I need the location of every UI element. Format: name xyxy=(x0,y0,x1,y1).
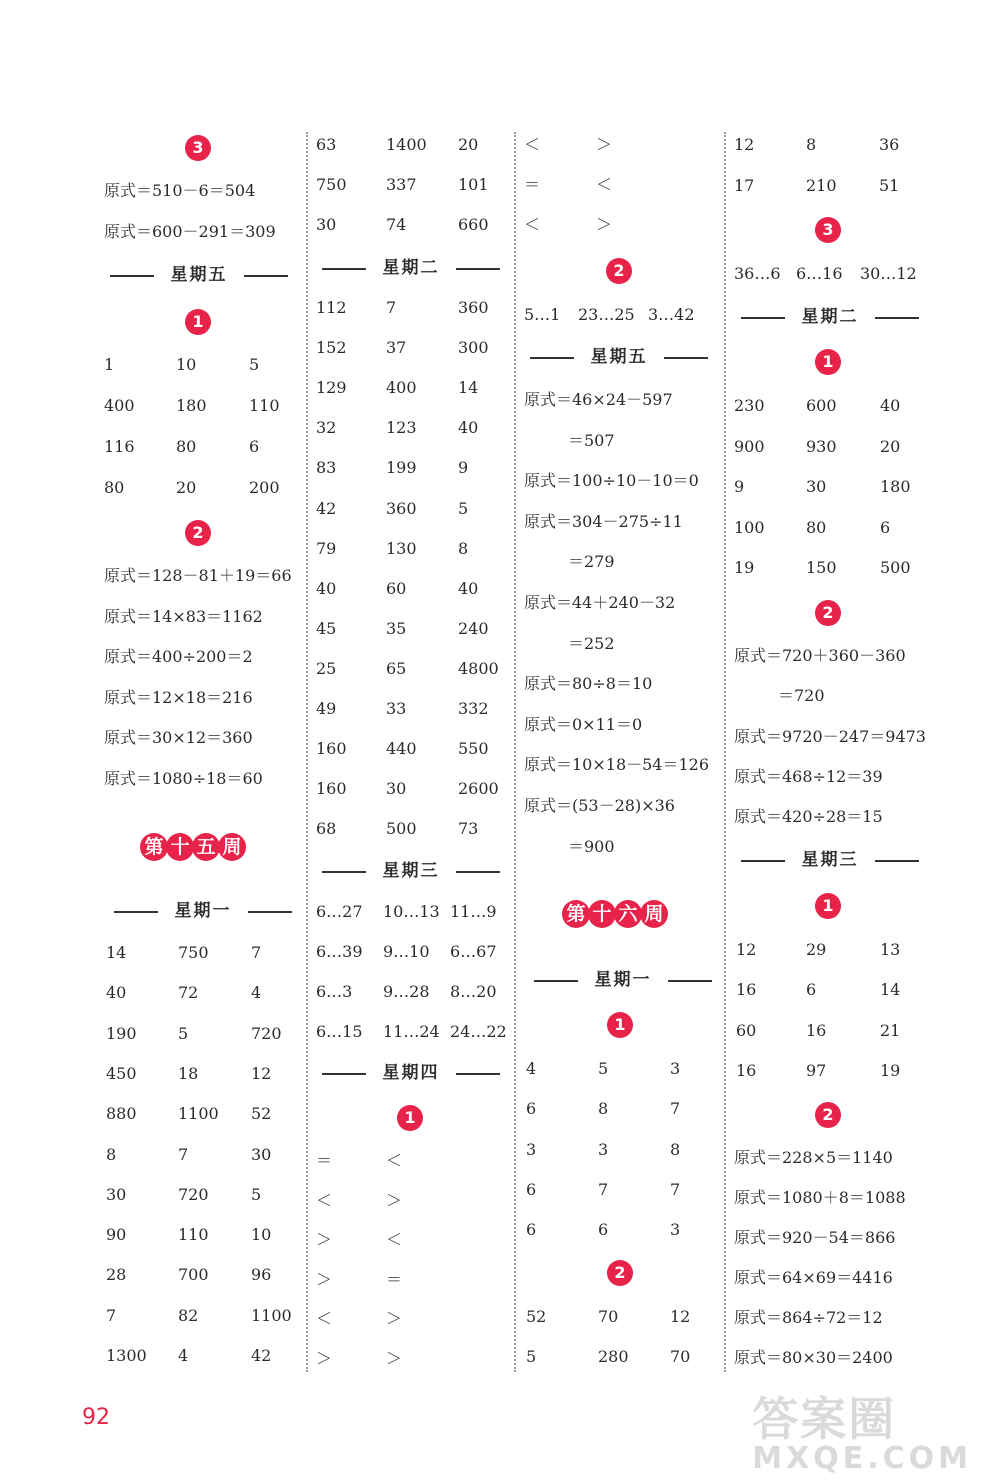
remainder-value: 3…42 xyxy=(648,305,695,324)
equation-line: 原式＝720＋360－360 xyxy=(734,646,906,665)
grid-cell: ＜ xyxy=(524,135,541,154)
grid-cell: 60 xyxy=(386,578,407,598)
grid-cell: 8 xyxy=(806,135,817,154)
grid-cell: 360 xyxy=(458,298,489,317)
grid-cell: 14 xyxy=(458,378,479,398)
grid-cell: 30 xyxy=(251,1144,272,1164)
grid-cell: 150 xyxy=(806,558,837,577)
grid-cell: 14 xyxy=(106,943,127,962)
equation-line: 原式＝44＋240－32 xyxy=(524,593,676,612)
grid-cell: 332 xyxy=(458,699,489,718)
grid-cell: 123 xyxy=(386,418,417,438)
grid-cell: 500 xyxy=(386,819,417,839)
grid-cell: 12 xyxy=(670,1307,691,1326)
grid-cell: 700 xyxy=(178,1265,209,1285)
remainder-value: 36…6 xyxy=(734,264,781,283)
grid-cell: 18 xyxy=(178,1063,199,1083)
grid-cell: 49 xyxy=(316,699,337,718)
column-divider xyxy=(514,132,516,1372)
grid-cell: ＜ xyxy=(316,1309,333,1328)
grid-cell: 190 xyxy=(106,1023,137,1043)
grid-cell: 52 xyxy=(251,1104,272,1124)
equation-line: 原式＝228×5＝1140 xyxy=(734,1148,893,1167)
day-heading-monday: 星期一 xyxy=(170,896,236,926)
equation-line: ＝720 xyxy=(778,686,825,706)
grid-cell: 25 xyxy=(316,658,337,678)
grid-cell: 5 xyxy=(458,498,469,518)
day-heading-tuesday: 星期二 xyxy=(378,253,444,283)
week-char: 十 xyxy=(588,900,616,928)
grid-cell: 1100 xyxy=(251,1305,292,1325)
grid-cell: 930 xyxy=(806,436,837,456)
grid-cell: 11…24 xyxy=(383,1022,440,1041)
grid-cell: 79 xyxy=(316,538,337,558)
grid-cell: 1300 xyxy=(106,1346,147,1365)
equation-line: 原式＝420÷28＝15 xyxy=(734,807,883,827)
grid-cell: 6 xyxy=(880,517,891,537)
grid-cell: 24…22 xyxy=(450,1022,507,1041)
grid-cell: 20 xyxy=(176,478,197,497)
grid-cell: 16 xyxy=(736,1060,757,1080)
grid-cell: 96 xyxy=(251,1265,272,1285)
grid-cell: 180 xyxy=(176,396,207,415)
grid-cell: 8…20 xyxy=(450,982,497,1001)
grid-cell: ＞ xyxy=(316,1230,333,1249)
grid-cell: ＞ xyxy=(386,1190,403,1210)
week-char: 周 xyxy=(640,900,668,928)
grid-cell: 11…9 xyxy=(450,902,497,921)
grid-cell: 360 xyxy=(386,498,417,518)
equation-line: ＝252 xyxy=(568,633,615,653)
week-char: 六 xyxy=(614,900,642,928)
grid-cell: 19 xyxy=(734,558,755,577)
grid-cell: 30 xyxy=(386,779,407,799)
grid-cell: 5 xyxy=(251,1184,262,1204)
grid-cell: 80 xyxy=(104,478,125,497)
grid-cell: 7 xyxy=(386,298,397,317)
grid-cell: 337 xyxy=(386,175,417,194)
grid-cell: 5 xyxy=(178,1023,189,1043)
question-number-badge: 2 xyxy=(607,1260,633,1286)
grid-cell: ＞ xyxy=(596,135,613,154)
grid-cell: 6…3 xyxy=(316,982,353,1001)
day-heading-thursday: 星期四 xyxy=(378,1058,444,1088)
grid-cell: 180 xyxy=(880,477,911,496)
grid-cell: 10…13 xyxy=(383,902,440,921)
watermark-text: 答案圈 xyxy=(752,1392,897,1446)
grid-cell: 3 xyxy=(670,1220,681,1240)
grid-cell: 152 xyxy=(316,338,347,358)
grid-cell: 29 xyxy=(806,940,827,959)
grid-cell: 550 xyxy=(458,739,489,759)
grid-cell: 300 xyxy=(458,338,489,358)
grid-cell: 5 xyxy=(526,1347,537,1366)
grid-cell: ＜ xyxy=(386,1230,403,1249)
grid-cell: ＜ xyxy=(386,1151,403,1170)
grid-cell: 40 xyxy=(316,578,337,598)
grid-cell: 80 xyxy=(806,517,827,537)
equation-line: 原式＝14×83＝1162 xyxy=(104,606,263,626)
equation-line: 原式＝864÷72＝12 xyxy=(734,1308,883,1327)
grid-cell: 17 xyxy=(734,176,755,195)
equation-line: 原式＝100÷10－10＝0 xyxy=(524,471,699,491)
remainder-value: 6…16 xyxy=(796,264,843,283)
grid-cell: 70 xyxy=(670,1347,691,1366)
grid-cell: 230 xyxy=(734,396,765,415)
equation-line: 原式＝46×24－597 xyxy=(524,390,673,409)
equation-line: ＝507 xyxy=(568,430,615,450)
column-divider xyxy=(306,132,308,1372)
remainder-value: 30…12 xyxy=(860,264,917,283)
equation-line: 原式＝1080÷18＝60 xyxy=(104,768,263,788)
day-heading-tuesday: 星期二 xyxy=(797,302,863,332)
grid-cell: 7 xyxy=(670,1179,681,1199)
equation-line: ＝279 xyxy=(568,552,615,572)
grid-cell: 45 xyxy=(316,618,337,638)
grid-cell: ＞ xyxy=(386,1348,403,1368)
grid-cell: 33 xyxy=(386,699,407,718)
grid-cell: 32 xyxy=(316,418,337,438)
grid-cell: 16 xyxy=(806,1020,827,1040)
grid-cell: 8 xyxy=(458,538,469,558)
grid-cell: ＜ xyxy=(316,1190,333,1210)
grid-cell: 52 xyxy=(526,1307,547,1326)
grid-cell: 440 xyxy=(386,739,417,759)
equation-line: 原式＝9720－247＝9473 xyxy=(734,726,926,746)
day-heading-wednesday: 星期三 xyxy=(378,856,444,886)
grid-cell: 83 xyxy=(316,458,337,478)
grid-cell: 63 xyxy=(316,135,337,154)
grid-cell: 6 xyxy=(598,1220,609,1240)
grid-cell: 3 xyxy=(526,1139,537,1159)
column-divider xyxy=(724,132,726,1372)
grid-cell: 4800 xyxy=(458,658,499,678)
grid-cell: 750 xyxy=(178,943,209,962)
question-number-badge: 1 xyxy=(815,349,841,375)
grid-cell: 4 xyxy=(251,983,262,1003)
grid-cell: 90 xyxy=(106,1225,127,1245)
grid-cell: 65 xyxy=(386,658,407,678)
grid-cell: 6 xyxy=(526,1099,537,1119)
grid-cell: 600 xyxy=(806,396,837,415)
grid-cell: 6 xyxy=(249,437,260,456)
equation-line: 原式＝10×18－54＝126 xyxy=(524,755,710,775)
grid-cell: 8 xyxy=(106,1144,117,1164)
grid-cell: 12 xyxy=(736,940,757,959)
grid-cell: 660 xyxy=(458,215,489,234)
grid-cell: 6…67 xyxy=(450,942,497,961)
grid-cell: 37 xyxy=(386,338,407,358)
grid-cell: 20 xyxy=(880,436,901,456)
grid-cell: 68 xyxy=(316,819,337,839)
grid-cell: 500 xyxy=(880,558,911,577)
grid-cell: 9…28 xyxy=(383,982,430,1001)
grid-cell: 110 xyxy=(249,396,280,415)
grid-cell: 110 xyxy=(178,1225,209,1245)
week-char: 第 xyxy=(562,900,590,928)
grid-cell: 74 xyxy=(386,215,407,234)
question-number-badge: 1 xyxy=(607,1012,633,1038)
grid-cell: 7 xyxy=(670,1099,681,1119)
question-number-badge: 3 xyxy=(815,217,841,243)
grid-cell: 101 xyxy=(458,175,489,194)
equation-line: 原式＝510－6＝504 xyxy=(104,181,256,200)
grid-cell: 40 xyxy=(880,396,901,415)
equation-line: 原式＝(53－28)×36 xyxy=(524,796,675,815)
grid-cell: ＞ xyxy=(316,1348,333,1368)
day-heading-friday: 星期五 xyxy=(586,342,652,372)
grid-cell: 400 xyxy=(386,378,417,398)
grid-cell: 129 xyxy=(316,378,347,398)
grid-cell: 210 xyxy=(806,176,837,195)
grid-cell: 10 xyxy=(251,1225,272,1245)
grid-cell: 4 xyxy=(526,1059,537,1078)
question-number-badge: 2 xyxy=(606,258,632,284)
grid-cell: 112 xyxy=(316,298,347,317)
grid-cell: 28 xyxy=(106,1265,127,1285)
grid-cell: 80 xyxy=(176,437,197,456)
question-number-badge: 2 xyxy=(815,1102,841,1128)
grid-cell: 30 xyxy=(106,1184,127,1204)
grid-cell: 6…39 xyxy=(316,942,363,961)
day-heading-monday: 星期一 xyxy=(590,965,656,995)
grid-cell: 3 xyxy=(670,1059,681,1078)
grid-cell: 5 xyxy=(598,1059,609,1078)
grid-cell: 750 xyxy=(316,175,347,194)
grid-cell: 73 xyxy=(458,819,479,839)
question-number-badge: 1 xyxy=(815,893,841,919)
grid-cell: 70 xyxy=(598,1307,619,1326)
grid-cell: 7 xyxy=(178,1144,189,1164)
equation-line: 原式＝64×69＝4416 xyxy=(734,1268,893,1287)
watermark-url: MXQE.COM xyxy=(752,1441,972,1476)
grid-cell: 200 xyxy=(249,478,280,497)
day-heading-wednesday: 星期三 xyxy=(797,845,863,875)
grid-cell: 30 xyxy=(316,215,337,234)
grid-cell: 6…27 xyxy=(316,902,363,921)
equation-line: 原式＝304－275÷11 xyxy=(524,511,683,531)
grid-cell: 199 xyxy=(386,458,417,478)
week-heading xyxy=(140,833,244,863)
equation-line: 原式＝30×12＝360 xyxy=(104,728,253,747)
equation-line: 原式＝128－81＋19＝66 xyxy=(104,566,292,585)
question-number-badge: 1 xyxy=(185,309,211,335)
grid-cell: 10 xyxy=(176,355,197,374)
grid-cell: 12 xyxy=(734,135,755,154)
grid-cell: ＝ xyxy=(386,1269,403,1289)
grid-cell: 2600 xyxy=(458,779,499,799)
grid-cell: 720 xyxy=(251,1023,282,1043)
question-number-badge: 1 xyxy=(397,1105,423,1131)
grid-cell: 40 xyxy=(458,418,479,438)
grid-cell: 9 xyxy=(458,458,469,478)
grid-cell: 8 xyxy=(670,1139,681,1159)
grid-cell: 6 xyxy=(806,980,817,1000)
grid-cell: 280 xyxy=(598,1347,629,1366)
grid-cell: 880 xyxy=(106,1104,137,1124)
day-heading-friday: 星期五 xyxy=(166,260,232,290)
grid-cell: 16 xyxy=(736,980,757,1000)
equation-line: 原式＝0×11＝0 xyxy=(524,714,643,734)
grid-cell: 42 xyxy=(251,1346,272,1365)
remainder-value: 5…1 xyxy=(524,305,561,324)
grid-cell: 3 xyxy=(598,1139,609,1159)
grid-cell: ＞ xyxy=(386,1309,403,1328)
grid-cell: 72 xyxy=(178,983,199,1003)
grid-cell: 900 xyxy=(734,436,765,456)
grid-cell: 40 xyxy=(106,983,127,1003)
grid-cell: 82 xyxy=(178,1305,199,1325)
week-char: 十 xyxy=(166,833,194,861)
grid-cell: 6 xyxy=(526,1220,537,1240)
grid-cell: 60 xyxy=(736,1020,757,1040)
week-heading xyxy=(562,900,666,930)
grid-cell: 7 xyxy=(598,1179,609,1199)
grid-cell: 130 xyxy=(386,538,417,558)
grid-cell: 400 xyxy=(104,396,135,415)
grid-cell: 9…10 xyxy=(383,942,430,961)
grid-cell: ＞ xyxy=(596,215,613,234)
grid-cell: 5 xyxy=(249,355,260,374)
equation-line: 原式＝1080＋8＝1088 xyxy=(734,1188,906,1207)
grid-cell: ＜ xyxy=(524,215,541,234)
grid-cell: ＝ xyxy=(524,175,541,194)
question-number-badge: 2 xyxy=(185,520,211,546)
equation-line: ＝900 xyxy=(568,836,615,856)
grid-cell: 450 xyxy=(106,1063,137,1083)
grid-cell: 14 xyxy=(880,980,901,1000)
grid-cell: 13 xyxy=(880,940,901,959)
grid-cell: 21 xyxy=(880,1020,901,1040)
grid-cell: 40 xyxy=(458,578,479,598)
grid-cell: 7 xyxy=(106,1305,117,1325)
equation-line: 原式＝80÷8＝10 xyxy=(524,674,653,694)
grid-cell: ＝ xyxy=(316,1151,333,1170)
equation-line: 原式＝600－291＝309 xyxy=(104,222,276,241)
week-char: 第 xyxy=(140,833,168,861)
grid-cell: 720 xyxy=(178,1184,209,1204)
grid-cell: 19 xyxy=(880,1060,901,1080)
grid-cell: 51 xyxy=(879,176,900,195)
equation-line: 原式＝80×30＝2400 xyxy=(734,1348,893,1367)
grid-cell: 20 xyxy=(458,135,479,154)
grid-cell: ＜ xyxy=(596,175,613,194)
grid-cell: 1 xyxy=(104,355,115,374)
grid-cell: 8 xyxy=(598,1099,609,1119)
equation-line: 原式＝12×18＝216 xyxy=(104,687,253,707)
grid-cell: 6…15 xyxy=(316,1022,363,1041)
grid-cell: 160 xyxy=(316,739,347,759)
question-number-badge: 2 xyxy=(815,600,841,626)
week-char: 周 xyxy=(218,833,246,861)
grid-cell: 6 xyxy=(526,1179,537,1199)
grid-cell: 35 xyxy=(386,618,407,638)
grid-cell: 160 xyxy=(316,779,347,799)
grid-cell: 116 xyxy=(104,437,135,456)
watermark-logo xyxy=(752,1392,972,1476)
grid-cell: 7 xyxy=(251,943,262,962)
grid-cell: 9 xyxy=(734,477,745,496)
grid-cell: ＞ xyxy=(316,1269,333,1289)
equation-line: 原式＝468÷12＝39 xyxy=(734,766,883,786)
grid-cell: 240 xyxy=(458,618,489,638)
grid-cell: 30 xyxy=(806,477,827,496)
grid-cell: 36 xyxy=(879,135,900,154)
question-number-badge: 3 xyxy=(185,135,211,161)
grid-cell: 4 xyxy=(178,1346,189,1365)
remainder-value: 23…25 xyxy=(578,305,635,324)
page-number: 92 xyxy=(82,1405,110,1430)
grid-cell: 1400 xyxy=(386,135,427,154)
week-char: 五 xyxy=(192,833,220,861)
grid-cell: 12 xyxy=(251,1063,272,1083)
grid-cell: 100 xyxy=(734,517,765,537)
grid-cell: 42 xyxy=(316,498,337,518)
equation-line: 原式＝920－54＝866 xyxy=(734,1228,896,1247)
grid-cell: 1100 xyxy=(178,1104,219,1124)
equation-line: 原式＝400÷200＝2 xyxy=(104,647,253,666)
grid-cell: 97 xyxy=(806,1060,827,1080)
